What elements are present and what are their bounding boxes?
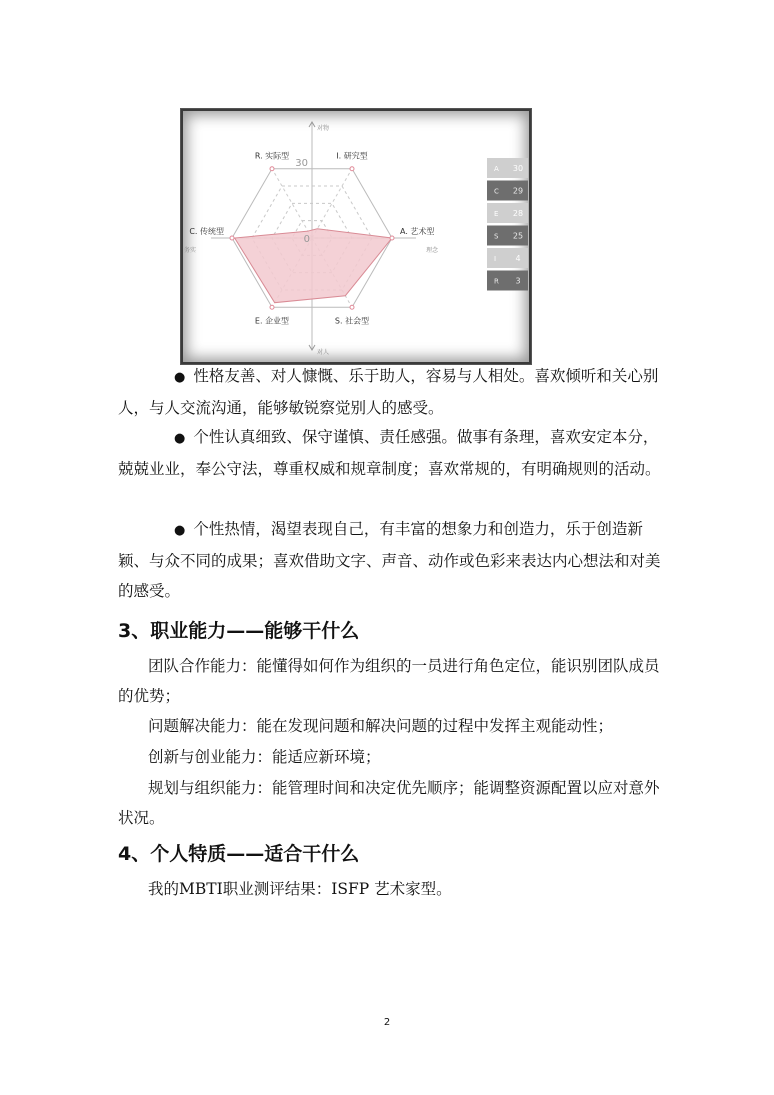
bullet-paragraph-3 [118,514,663,606]
scale-zero-label: 0 [303,234,310,245]
section-3-heading: 3、职业能力——能够干什么 [118,620,360,642]
section-4-heading: 4、个人特质——适合干什么 [118,843,360,865]
section-3-paragraph-3: 创新与创业能力：能适应新环境； [148,748,381,766]
scale-max-label: 30 [295,158,308,169]
vertex-label-I: I. 研究型 [336,151,368,161]
holland-radar-chart [180,108,532,365]
axis-label-left: 务实 [184,247,197,254]
vertex-label-R: R. 实际型 [254,151,290,161]
vertex-label-C: C. 传统型 [189,227,224,236]
bullet-paragraph-1 [118,361,663,423]
bullet-icon: ● [174,370,186,385]
bullet-text-3: 个性热情，渴望表现自己，有丰富的想象力和创造力，乐于创造新颖、与众不同的成果；喜欢借助文字、声音、动作或色彩来表达内心想法和对美的感受。 [118,520,661,600]
section-3-paragraph-1: 团队合作能力：能懂得如何作为组织的一员进行角色定位，能识别团队成员的优势； [118,657,660,705]
legend-code-A: A [494,165,499,173]
vertex-label-E: E. 企业型 [254,316,290,326]
vertex-dot [390,236,394,240]
section-3-paragraph-2: 问题解决能力：能在发现问题和解决问题的过程中发挥主观能动性； [148,717,614,735]
legend-code-R: R [494,277,499,286]
vertex-dot [350,167,354,171]
legend-value-A: 30 [512,164,524,173]
page-number: 2 [383,1017,391,1028]
bullet-text-1: 性格友善、对人慷慨、乐于助人，容易与人相处。喜欢倾听和关心别人，与人交流沟通，能够敏锐察觉别人的感受。 [118,367,659,417]
section-4-paragraph-1: 我的MBTI职业测评结果：ISFP 艺术家型。 [148,880,452,898]
bullet-text-2: 个性认真细致、保守谨慎、责任感强。做事有条理，喜欢安定本分，兢兢业业，奉公守法，尊重权威和规章制度；喜欢常规的，有明确规则的活动。 [118,428,661,478]
legend-code-S: S [494,232,499,241]
vertex-dot [270,167,274,171]
legend-value-E: 28 [512,209,524,218]
bullet-icon: ● [174,431,186,446]
legend-value-I: 4 [515,254,521,263]
legend-value-C: 29 [512,186,524,196]
axis-label-right: 理念 [426,247,439,254]
legend-code-C: C [494,187,499,196]
legend-code-I: I [494,255,497,263]
legend-code-E: E [494,210,499,218]
axis-label-bottom: 对人 [317,349,330,356]
vertex-label-S: S. 社会型 [334,316,370,326]
vertex-dot [350,305,354,309]
axis-label-top: 对物 [317,125,330,132]
section-3-paragraph-4: 规划与组织能力：能管理时间和决定优先顺序；能调整资源配置以应对意外状况。 [118,779,660,827]
legend-value-S: 25 [512,231,524,241]
vertex-dot [270,305,274,309]
legend-value-R: 3 [515,276,521,286]
bullet-icon: ● [174,523,186,538]
radar-svg [181,109,533,366]
bullet-paragraph-2 [118,422,663,484]
vertex-label-A: A. 艺术型 [400,227,435,236]
vertex-dot [230,236,234,240]
data-polygon [235,229,392,303]
